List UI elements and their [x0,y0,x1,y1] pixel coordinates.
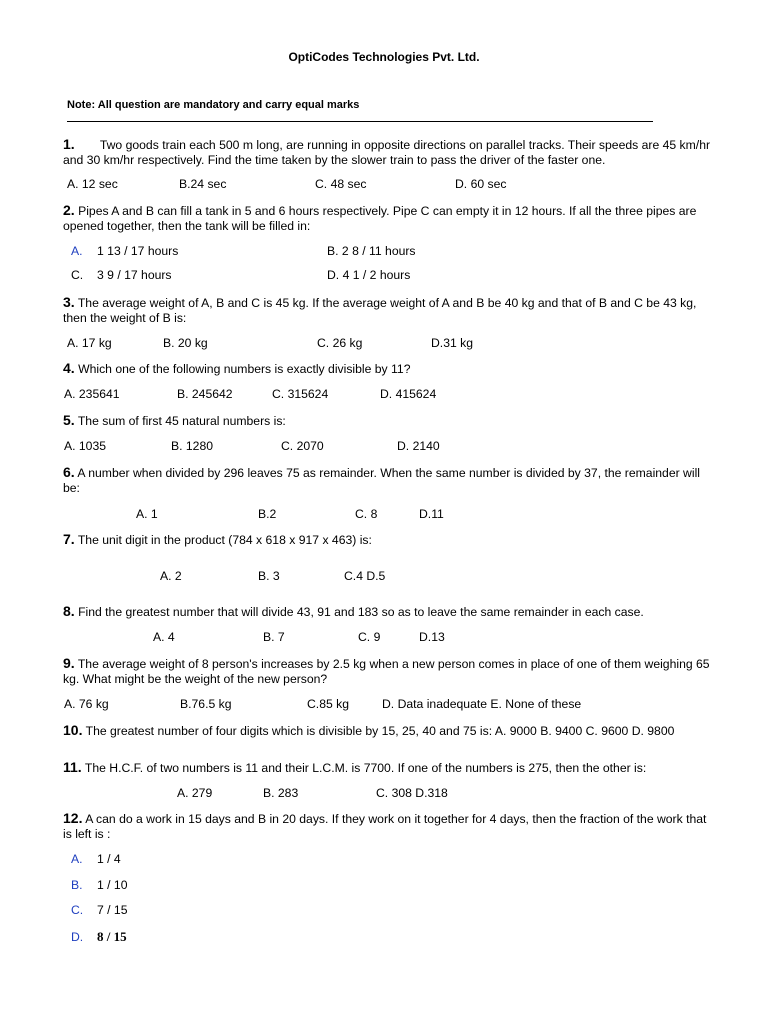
q9-option-a: A. 76 kg [64,697,109,711]
question-number: 4. [63,360,75,376]
q1-option-b: B.24 sec [179,177,227,191]
q2-option-a: 1 13 / 17 hours [97,244,179,258]
header-divider [67,121,653,122]
question-11 [63,760,711,776]
question-number: 8. [63,603,75,619]
question-number: 7. [63,531,75,547]
question-3 [63,295,711,326]
q5-option-c: C. 2070 [281,439,324,453]
question-2 [63,203,711,234]
question-9 [63,656,711,687]
q4-option-c: C. 315624 [272,387,329,401]
q2-option-a-letter: A. [71,244,83,258]
q3-option-c: C. 26 kg [317,336,363,350]
q5-option-d: D. 2140 [397,439,440,453]
q12-option-c: 7 / 15 [97,903,128,917]
q11-option-a: A. 279 [177,786,213,800]
q12-option-c-letter: C. [71,903,84,917]
q6-option-b: B.2 [258,507,277,521]
q8-option-a: A. 4 [153,630,175,644]
q12-option-b-letter: B. [71,878,83,892]
question-number: 6. [63,464,75,480]
q1-option-c: C. 48 sec [315,177,367,191]
question-text: A can do a work in 15 days and B in 20 days. If they work on it together for 4 days, then the fraction of the work that is left is : [63,812,707,841]
question-text: The greatest number of four digits which is divisible by 15, 25, 40 and 75 is: A. 9000 B. 9400 C. 9600 D. 9800 [85,724,675,738]
question-number: 1. [63,136,75,152]
q12-option-d-letter: D. [71,930,84,944]
q3-option-b: B. 20 kg [163,336,208,350]
q1-option-d: D. 60 sec [455,177,507,191]
q4-option-d: D. 415624 [380,387,437,401]
q12-option-a-letter: A. [71,852,83,866]
q11-option-b: B. 283 [263,786,299,800]
q2-option-d: D. 4 1 / 2 hours [327,268,411,282]
question-text: The unit digit in the product (784 x 618 x 917 x 463) is: [77,533,372,547]
question-6 [63,465,711,496]
question-text: Two goods train each 500 m long, are running in opposite directions on parallel tracks. Their speeds are 45 km/hr and 30 km/hr respectively. Find the time taken by the slower train to pass the driver of the faster one. [63,138,711,167]
question-text: The sum of first 45 natural numbers is: [77,414,286,428]
q8-option-d: D.13 [419,630,445,644]
q5-option-b: B. 1280 [171,439,214,453]
q1-option-a: A. 12 sec [67,177,118,191]
q5-option-a: A. 1035 [64,439,107,453]
q6-option-a: A. 1 [136,507,158,521]
document-title: OptiCodes Technologies Pvt. Ltd. [288,50,480,64]
question-number: 11. [63,759,82,775]
question-text: The average weight of A, B and C is 45 kg. If the average weight of A and B be 40 kg and that of B and C be 43 kg, then the weight of B is: [63,296,697,325]
question-number: 10. [63,722,83,738]
q6-option-d: D.11 [419,507,444,521]
question-number: 3. [63,294,75,310]
q7-option-a: A. 2 [160,569,182,583]
q9-option-d-e: D. Data inadequate E. None of these [382,697,582,711]
q12-option-d: 8 / 15 [97,929,127,944]
q6-option-c: C. 8 [355,507,378,521]
q3-option-d: D.31 kg [431,336,474,350]
q2-option-c: 3 9 / 17 hours [97,268,172,282]
question-1 [63,137,711,168]
question-text: Pipes A and B can fill a tank in 5 and 6 hours respectively. Pipe C can empty it in 12 hours. If all the three pipes are opened together, then the tank will be filled in: [63,204,697,233]
question-text: The H.C.F. of two numbers is 11 and their L.C.M. is 7700. If one of the numbers is 275, then the other is: [84,761,647,775]
question-number: 12. [63,810,83,826]
question-number: 2. [63,202,75,218]
question-text: Find the greatest number that will divide 43, 91 and 183 so as to leave the same remainder in each case. [78,605,644,619]
q7-option-c-d: C.4 D.5 [344,569,386,583]
q7-option-b: B. 3 [258,569,280,583]
instructions-note: Note: All question are mandatory and carry equal marks [67,99,360,111]
q4-option-b: B. 245642 [177,387,233,401]
q9-option-c: C.85 kg [307,697,350,711]
q11-option-c-d: C. 308 D.318 [376,786,448,800]
question-5 [63,413,711,429]
q3-option-a: A. 17 kg [67,336,112,350]
question-12 [63,811,711,842]
question-10 [63,723,711,739]
q9-option-b: B.76.5 kg [180,697,232,711]
q12-option-b: 1 / 10 [97,878,128,892]
q8-option-c: C. 9 [358,630,381,644]
question-4 [63,361,711,377]
question-text: Which one of the following numbers is exactly divisible by 11? [78,362,411,376]
q12-option-a: 1 / 4 [97,852,121,866]
question-number: 5. [63,412,75,428]
q2-option-b: B. 2 8 / 11 hours [327,244,416,258]
q8-option-b: B. 7 [263,630,285,644]
q4-option-a: A. 235641 [64,387,120,401]
question-text: The average weight of 8 person's increases by 2.5 kg when a new person comes in place of one of them weighing 65 kg. What might be the weight of the new person? [63,657,710,686]
q2-option-c-letter: C. [71,268,84,282]
question-7 [63,532,711,548]
question-8 [63,604,711,620]
question-number: 9. [63,655,75,671]
question-text: A number when divided by 296 leaves 75 as remainder. When the same number is divided by 37, the remainder will be: [63,466,700,495]
